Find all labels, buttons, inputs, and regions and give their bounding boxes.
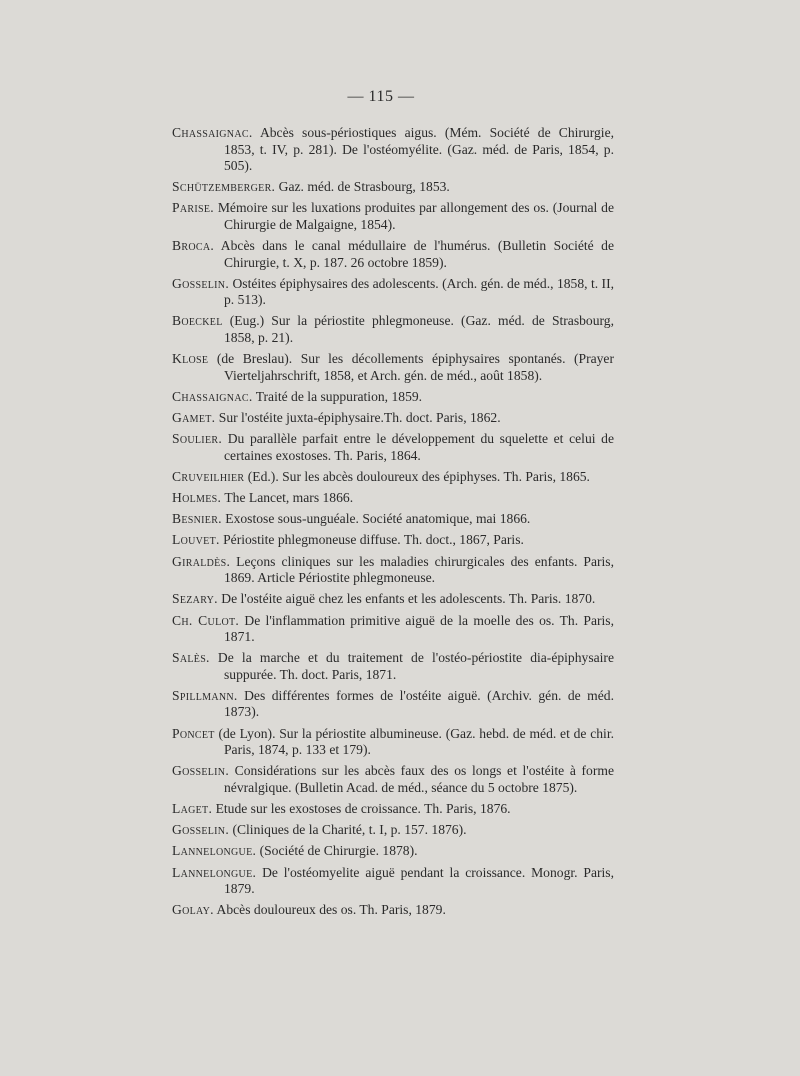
entry-author: Giraldès. bbox=[172, 553, 231, 569]
entry-author: Laget. bbox=[172, 800, 213, 816]
entry-author: Klose bbox=[172, 351, 209, 367]
bibliography-entry bbox=[172, 238, 614, 271]
entry-text: Considérations sur les abcès faux des os longs et l'ostéite à forme névralgique. (Bulletin Acad. de méd., séance du 5 octobre 1875). bbox=[224, 763, 614, 795]
entry-text: De l'ostéite aiguë chez les enfants et les adolescents. Th. Paris. 1870. bbox=[221, 591, 596, 607]
entry-author: Parise. bbox=[172, 200, 214, 216]
entry-text: De la marche et du traitement de l'ostéo-périostite dia-épiphysaire suppurée. Th. doct. Paris, 1871. bbox=[217, 650, 614, 682]
entry-text: Gaz. méd. de Strasbourg, 1853. bbox=[278, 179, 450, 195]
entry-text: Etude sur les exostoses de croissance. Th. Paris, 1876. bbox=[215, 800, 511, 816]
entry-text: Abcès douloureux des os. Th. Paris, 1879. bbox=[216, 902, 446, 918]
bibliography-entry bbox=[172, 865, 614, 898]
bibliography-entry bbox=[172, 763, 614, 796]
entry-author: Broca. bbox=[172, 238, 215, 254]
bibliography-entry bbox=[172, 613, 614, 646]
bibliography-entry bbox=[172, 490, 614, 507]
entry-author: Lannelongue. bbox=[172, 843, 257, 859]
entry-text: (Ed.). Sur les abcès douloureux des épiphyses. Th. Paris, 1865. bbox=[247, 468, 590, 484]
bibliography-entry bbox=[172, 200, 614, 233]
bibliography-entry bbox=[172, 822, 614, 839]
bibliography-entry bbox=[172, 276, 614, 309]
entry-text: Ostéites épiphysaires des adolescents. (Arch. gén. de méd., 1858, t. II, p. 513). bbox=[224, 275, 614, 308]
entry-text: Du parallèle parfait entre le développement du squelette et celui de certaines exostoses. Th. Paris, 1864. bbox=[224, 431, 614, 463]
entry-text: The Lancet, mars 1866. bbox=[224, 490, 354, 506]
bibliography-entry bbox=[172, 431, 614, 464]
entry-author: Besnier. bbox=[172, 511, 222, 527]
entry-author: Gosselin. bbox=[172, 763, 230, 779]
entry-author: Chassaignac. bbox=[172, 125, 253, 140]
bibliography-entry bbox=[172, 688, 614, 721]
entry-author: Gamet. bbox=[172, 410, 216, 425]
entry-author: Ch. Culot. bbox=[172, 612, 240, 628]
bibliography-entry bbox=[172, 313, 614, 346]
entry-text: De l'ostéomyelite aiguë pendant la croissance. Monogr. Paris, 1879. bbox=[224, 864, 614, 896]
entry-text: Des différentes formes de l'ostéite aiguë. (Archiv. gén. de méd. 1873). bbox=[224, 687, 614, 720]
entry-text: Traité de la suppuration, 1859. bbox=[255, 388, 423, 404]
bibliography-entry bbox=[172, 469, 614, 486]
bibliography-entry bbox=[172, 532, 614, 549]
entry-author: Holmes. bbox=[172, 490, 222, 506]
entry-author: Golay. bbox=[172, 902, 214, 918]
bibliography-entry bbox=[172, 801, 614, 818]
entry-text: Abcès sous-périostiques aigus. (Mém. Société de Chirurgie, 1853, t. IV, p. 281). De l'ostéomyélite. (Gaz. méd. de Paris, 1854, p. 505). bbox=[224, 125, 614, 173]
entry-text: Sur l'ostéite juxta-épiphysaire.Th. doct. Paris, 1862. bbox=[218, 410, 501, 425]
entry-author: Cruveilhier bbox=[172, 468, 245, 484]
bibliography-entry bbox=[172, 410, 614, 427]
entry-author: Schützemberger. bbox=[172, 179, 276, 195]
entry-text: De l'inflammation primitive aiguë de la moelle des os. Th. Paris, 1871. bbox=[224, 612, 614, 644]
entry-author: Lannelongue. bbox=[172, 864, 257, 880]
entry-author: Louvet. bbox=[172, 532, 220, 548]
entry-author: Poncet bbox=[172, 725, 215, 741]
entry-text: Périostite phlegmoneuse diffuse. Th. doct., 1867, Paris. bbox=[223, 532, 524, 548]
entry-text: Leçons cliniques sur les maladies chirurgicales des enfants. Paris, 1869. Article Périostite phlegmoneuse. bbox=[224, 553, 614, 586]
entry-author: Gosselin. bbox=[172, 822, 230, 838]
bibliography-entry bbox=[172, 554, 614, 587]
bibliography-list bbox=[172, 125, 614, 923]
bibliography-entry bbox=[172, 511, 614, 528]
bibliography-entry bbox=[172, 650, 614, 683]
bibliography-entry bbox=[172, 389, 614, 406]
entry-author: Boeckel bbox=[172, 313, 223, 329]
entry-author: Gosselin. bbox=[172, 275, 230, 291]
entry-author: Soulier. bbox=[172, 431, 223, 447]
entry-text: (Société de Chirurgie. 1878). bbox=[259, 843, 418, 859]
entry-text: Abcès dans le canal médullaire de l'humérus. (Bulletin Société de Chirurgie, t. X, p. 187. 26 octobre 1859). bbox=[220, 238, 614, 270]
entry-author: Salès. bbox=[172, 650, 210, 666]
entry-text: Mémoire sur les luxations produites par allongement des os. (Journal de Chirurgie de Malgaigne, 1854). bbox=[217, 200, 614, 232]
bibliography-entry bbox=[172, 591, 614, 608]
bibliography-entry bbox=[172, 843, 614, 860]
entry-text: (de Lyon). Sur la périostite albumineuse. (Gaz. hebd. de méd. et de chir. Paris, 1874, p. 133 et 179). bbox=[218, 725, 614, 758]
entry-text: (Cliniques de la Charité, t. I, p. 157. 1876). bbox=[232, 822, 467, 838]
entry-author: Sezary. bbox=[172, 591, 218, 607]
bibliography-entry bbox=[172, 726, 614, 759]
bibliography-entry bbox=[172, 351, 614, 384]
entry-text: (Eug.) Sur la périostite phlegmoneuse. (Gaz. méd. de Strasbourg, 1858, p. 21). bbox=[224, 313, 614, 345]
bibliography-entry bbox=[172, 125, 614, 175]
entry-text: (de Breslau). Sur les décollements épiphysaires spontanés. (Prayer Vierteljahrschrift, 1858, et Arch. gén. de méd., août 1858). bbox=[216, 351, 614, 383]
page-number: — 115 — bbox=[347, 88, 415, 105]
entry-text: Exostose sous-unguéale. Société anatomique, mai 1866. bbox=[225, 511, 531, 527]
bibliography-entry bbox=[172, 179, 614, 196]
entry-author: Spillmann. bbox=[172, 687, 238, 703]
bibliography-entry bbox=[172, 902, 614, 919]
entry-author: Chassaignac. bbox=[172, 388, 253, 404]
